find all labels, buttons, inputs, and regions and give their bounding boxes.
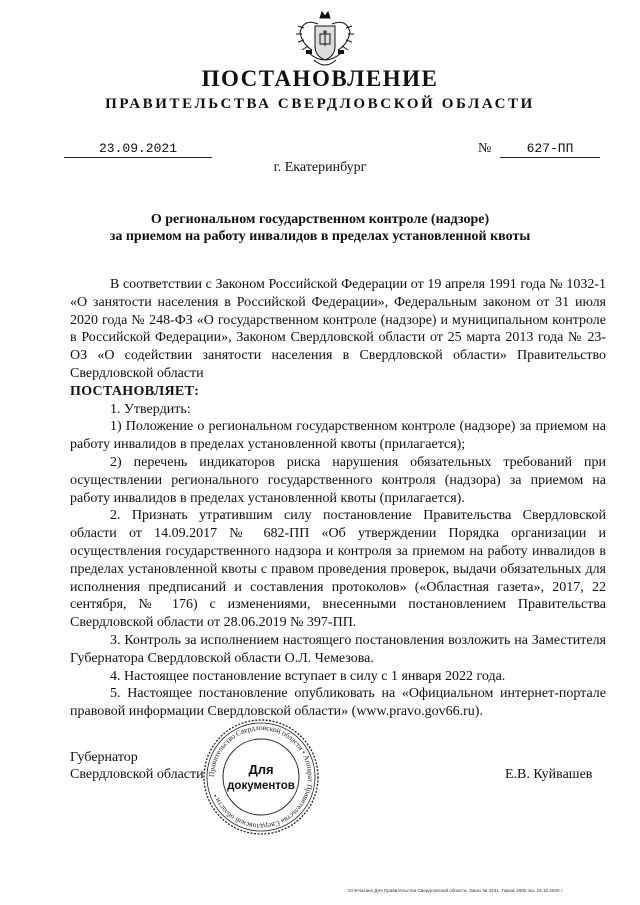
paragraph-2: 2. Признать утратившим силу постановление Правительства Свердловской области от 14.09.2017 № 682-ПП «Об утверждении Порядка организации и осуществления государственного надзора и контроля за приемом на работу инвалидов в пределах установленной квоты с правом проведения проверок, выдачи обязательных для исполнения предписаний и составления протоколов» («Областная газета», 2017, 22 сентября, № 176) с изменениями, внесенными постановлением Правительства Свердловской области от 28.06.2019 № 397-ПП. [70, 508, 606, 631]
document-subject [60, 211, 580, 245]
document-city: г. Екатеринбург [273, 160, 367, 175]
seal-line-1: Для [248, 762, 274, 777]
paragraph-4: 4. Настоящее постановление вступает в силу с 1 января 2022 года. [110, 668, 506, 684]
seal-line-2: документов [227, 780, 295, 792]
decree-heading: ПОСТАНОВЛЯЕТ: [70, 383, 200, 399]
document-number: 627-ПП [500, 141, 600, 158]
paragraph-3: 3. Контроль за исполнением настоящего постановления возложить на Заместителя Губернатора Свердловской области О.Л. Чемезова. [70, 632, 606, 666]
signatory-position-line-1: Губернатор [70, 750, 138, 765]
coat-of-arms-icon [296, 10, 354, 72]
signatory-name: Е.В. Куйвашев [505, 767, 593, 782]
document-title: ПОСТАНОВЛЕНИЕ [201, 66, 439, 91]
subject-line-2: за приемом на работу инвалидов в пределах установленной квоты [109, 229, 531, 244]
paragraph-1-2: 2) перечень индикаторов риска нарушения обязательных требований при осуществлении регионального государственного контроля (надзора) за приемом на работу инвалидов в пределах установленной квоты (прилагается). [70, 454, 606, 506]
seal-stamp [201, 717, 321, 837]
subject-line-1: О региональном государственном контроле (надзоре) [150, 212, 490, 227]
document-body [70, 276, 606, 721]
signatory-position-line-2: Свердловской области [70, 767, 204, 782]
paragraph-1: 1. Утвердить: [110, 401, 191, 417]
print-footer: Отпечатано Для Правительства Свердловской области. Заказ № 4231. Тираж 1800 экз. 16.10.2020 г. [348, 888, 564, 893]
paragraph-5: 5. Настоящее постановление опубликовать на «Официальном интернет-портале правовой информации Свердловской области» (www.pravo.gov66.ru). [70, 686, 606, 720]
number-sign: № [478, 141, 492, 156]
document-date: 23.09.2021 [64, 141, 212, 158]
document-subtitle: ПРАВИТЕЛЬСТВА СВЕРДЛОВСКОЙ ОБЛАСТИ [105, 96, 535, 112]
seal-ring-text: Правительство Свердловской области • Аппарат Правительства Свердловской области • [206, 722, 316, 832]
paragraph-1-1: 1) Положение о региональном государственном контроле (надзоре) за приемом на работу инвалидов в пределах установленной квоты (прилагается); [70, 419, 606, 453]
preamble-paragraph: В соответствии с Законом Российской Федерации от 19 апреля 1991 года № 1032-1 «О занятости населения в Российской Федерации», Федеральным законом от 31 июля 2020 года № 248-ФЗ «О государственном контроле (надзоре) и муниципальном контроле в Российской Федерации», Законом Свердловской области от 25 марта 2013 года № 23-ОЗ «О содействии занятости населения в Свердловской области» Правительство Свердловской области [70, 277, 606, 381]
